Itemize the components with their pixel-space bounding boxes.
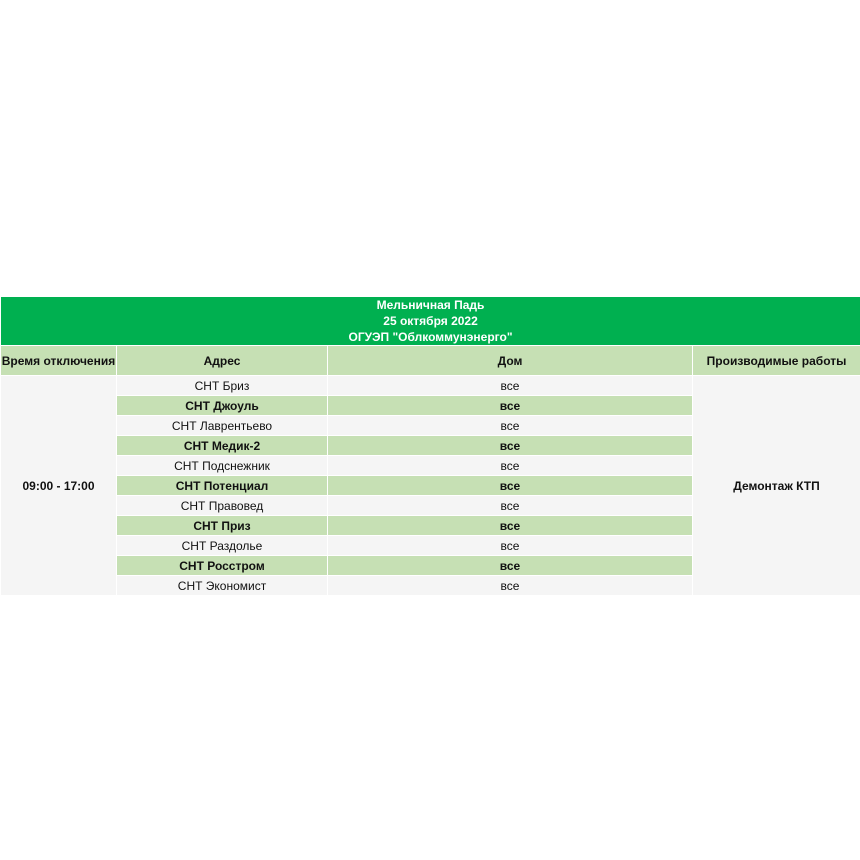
header-address: Адрес bbox=[117, 346, 328, 376]
house-cell: все bbox=[328, 576, 693, 596]
address-cell: СНТ Экономист bbox=[117, 576, 328, 596]
house-cell: все bbox=[328, 396, 693, 416]
house-cell: все bbox=[328, 556, 693, 576]
banner-row bbox=[1, 297, 860, 346]
header-house: Дом bbox=[328, 346, 693, 376]
outage-schedule-table bbox=[0, 296, 860, 596]
address-cell: СНТ Лаврентьево bbox=[117, 416, 328, 436]
header-works: Производимые работы bbox=[693, 346, 860, 376]
house-cell: все bbox=[328, 456, 693, 476]
house-cell: все bbox=[328, 376, 693, 396]
house-cell: все bbox=[328, 536, 693, 556]
address-cell: СНТ Росстром bbox=[117, 556, 328, 576]
house-cell: все bbox=[328, 416, 693, 436]
location-title: Мельничная Падь bbox=[376, 298, 485, 312]
address-cell: СНТ Джоуль bbox=[117, 396, 328, 416]
table-row bbox=[1, 376, 860, 396]
address-cell: СНТ Приз bbox=[117, 516, 328, 536]
house-cell: все bbox=[328, 476, 693, 496]
address-cell: СНТ Бриз bbox=[117, 376, 328, 396]
house-cell: все bbox=[328, 496, 693, 516]
address-cell: СНТ Подснежник bbox=[117, 456, 328, 476]
organization-name: ОГУЭП "Облкоммунэнерго" bbox=[348, 330, 513, 344]
header-row bbox=[1, 346, 860, 376]
address-cell: СНТ Медик-2 bbox=[117, 436, 328, 456]
outage-date: 25 октября 2022 bbox=[383, 314, 478, 328]
house-cell: все bbox=[328, 436, 693, 456]
address-cell: СНТ Правовед bbox=[117, 496, 328, 516]
house-cell: все bbox=[328, 516, 693, 536]
work-description: Демонтаж КТП bbox=[693, 376, 860, 596]
address-cell: СНТ Потенциал bbox=[117, 476, 328, 496]
table-banner bbox=[1, 297, 860, 346]
outage-time-range: 09:00 - 17:00 bbox=[1, 376, 117, 596]
address-cell: СНТ Раздолье bbox=[117, 536, 328, 556]
header-time: Время отключения bbox=[1, 346, 117, 376]
